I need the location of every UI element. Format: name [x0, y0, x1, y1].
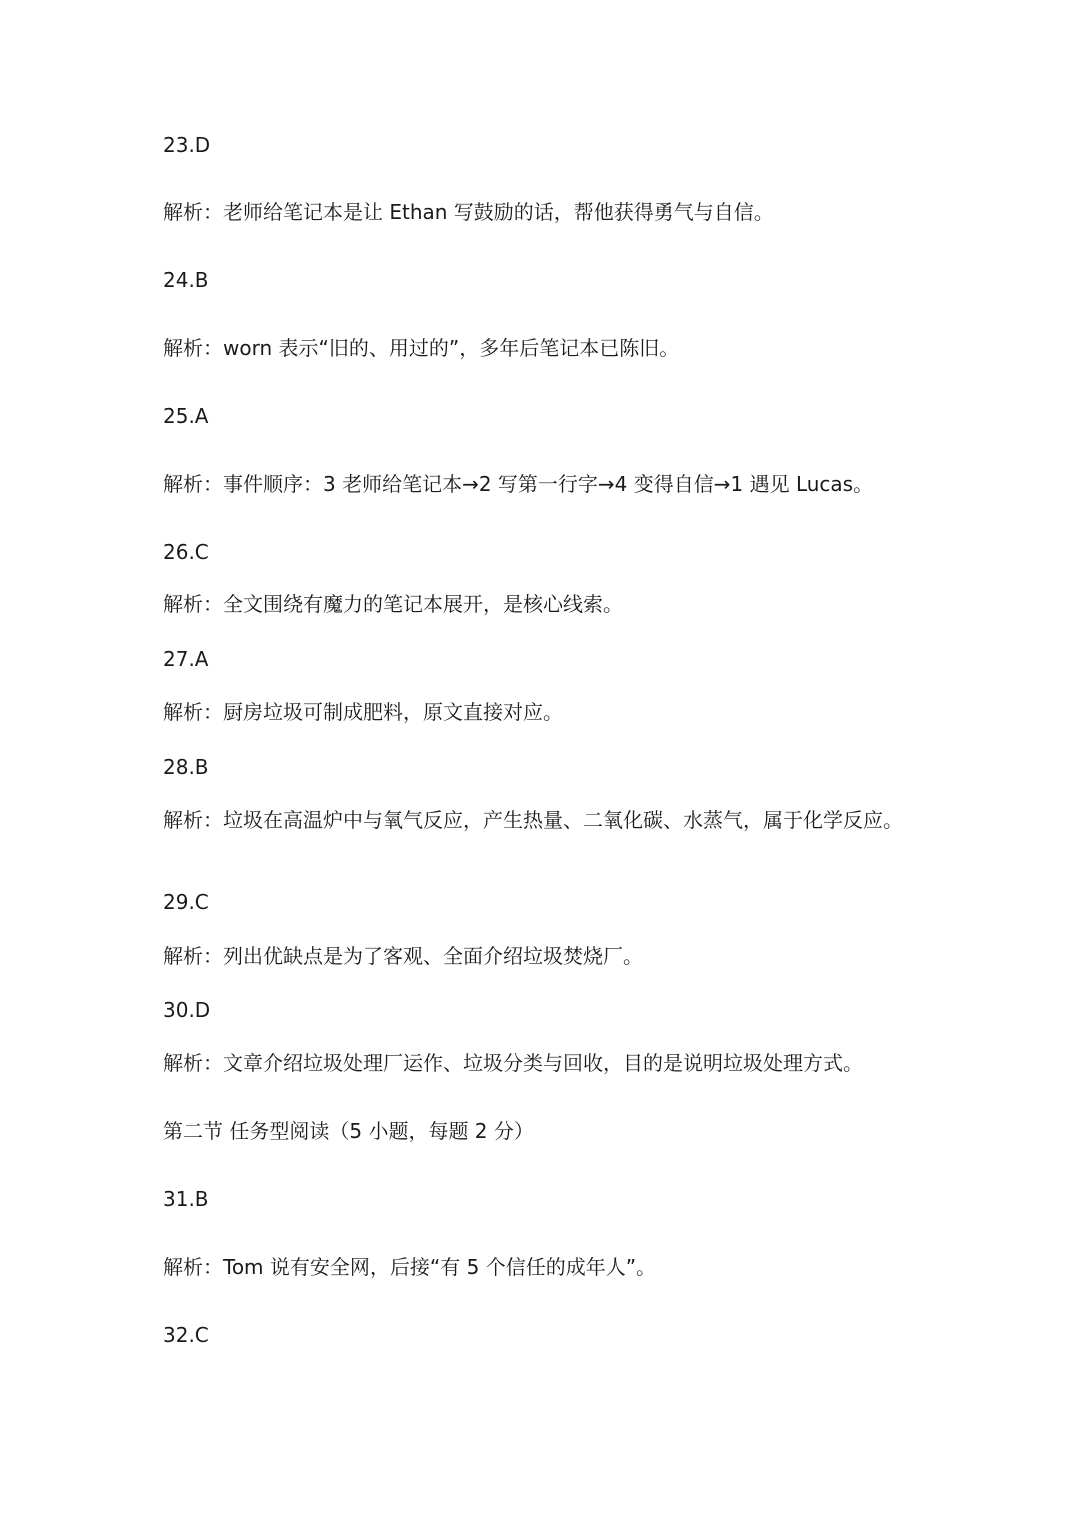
answer-26: 26.C	[163, 540, 209, 564]
answer-24: 24.B	[163, 268, 209, 292]
explanation-26: 解析：全文围绕有魔力的笔记本展开，是核心线索。	[163, 592, 623, 616]
explanation-27: 解析：厨房垃圾可制成肥料，原文直接对应。	[163, 700, 563, 724]
answer-29: 29.C	[163, 890, 209, 914]
explanation-29: 解析：列出优缺点是为了客观、全面介绍垃圾焚烧厂。	[163, 944, 643, 968]
explanation-23: 解析：老师给笔记本是让 Ethan 写鼓励的话，帮他获得勇气与自信。	[163, 200, 774, 224]
explanation-30: 解析：文章介绍垃圾处理厂运作、垃圾分类与回收，目的是说明垃圾处理方式。	[163, 1051, 863, 1075]
explanation-28: 解析：垃圾在高温炉中与氧气反应，产生热量、二氧化碳、水蒸气，属于化学反应。	[163, 808, 903, 832]
answer-27: 27.A	[163, 647, 209, 671]
section-heading: 第二节 任务型阅读（5 小题，每题 2 分）	[163, 1119, 534, 1143]
answer-31: 31.B	[163, 1187, 209, 1211]
explanation-25: 解析：事件顺序：3 老师给笔记本→2 写第一行字→4 变得自信→1 遇见 Lucas。	[163, 472, 874, 496]
explanation-24: 解析：worn 表示“旧的、用过的”，多年后笔记本已陈旧。	[163, 336, 680, 360]
explanation-31: 解析：Tom 说有安全网，后接“有 5 个信任的成年人”。	[163, 1255, 657, 1279]
answer-30: 30.D	[163, 998, 211, 1022]
answer-28: 28.B	[163, 755, 209, 779]
answer-23: 23.D	[163, 133, 211, 157]
answer-25: 25.A	[163, 404, 209, 428]
answer-32: 32.C	[163, 1323, 209, 1347]
